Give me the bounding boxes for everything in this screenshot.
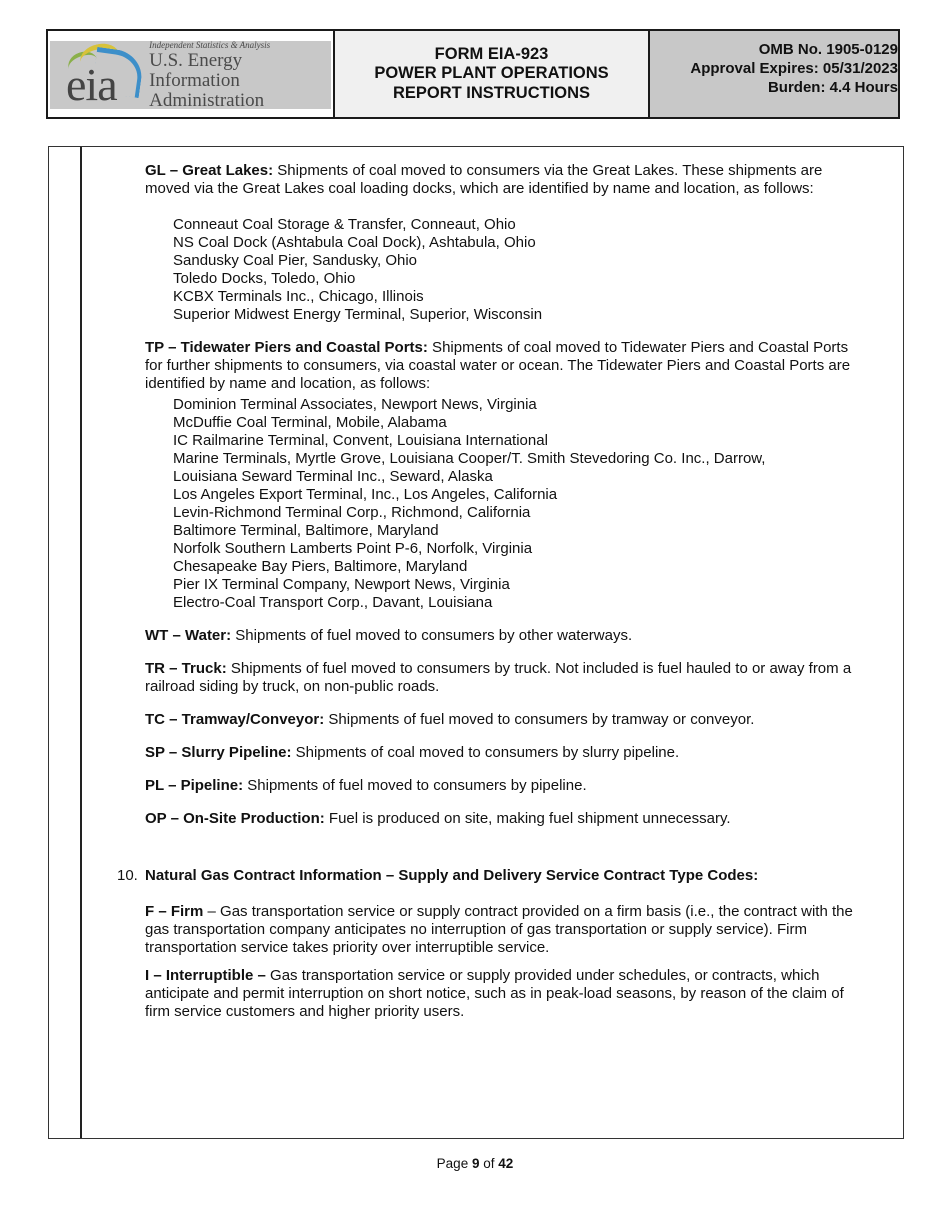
total-page-count: 42 (498, 1156, 514, 1171)
list-item: McDuffie Coal Terminal, Mobile, Alabama (173, 414, 447, 431)
definition-text: Shipments of fuel moved to consumers by truck. Not included is fuel hauled to or away from a railroad siding by truck, on non-public roads. (145, 660, 852, 695)
form-title-line: REPORT INSTRUCTIONS (392, 83, 591, 102)
tidewater-port-list (173, 396, 860, 612)
term-label: TR – Truck: (145, 660, 227, 677)
list-item: NS Coal Dock (Ashtabula Coal Dock), Ashtabula, Ohio (173, 234, 536, 251)
definition-text: Shipments of coal moved to consumers via the Great Lakes. These shipments are moved via the Great Lakes coal loading docks, which are identified by name and location, as follows: (145, 162, 823, 197)
list-item: Superior Midwest Energy Terminal, Superior, Wisconsin (173, 306, 543, 323)
firm-definition (145, 903, 860, 957)
definition-text: Shipments of fuel moved to consumers by pipeline. (243, 777, 587, 794)
definition-text: Fuel is produced on site, making fuel shipment unnecessary. (324, 810, 731, 827)
form-title (335, 31, 650, 117)
term-label: WT – Water: (145, 627, 232, 644)
definition-text: – Gas transportation service or supply contract provided on a firm basis (i.e., the contract with the gas transportation company anticipates no interruption of gas transportation or supply service). Firm transportation service takes priority over interruptible service. (145, 903, 853, 956)
page-footer (0, 1156, 950, 1171)
section-title: Natural Gas Contract Information – Supply and Delivery Service Contract Type Codes: (145, 867, 759, 884)
term-label: I – Interruptible – (145, 967, 266, 984)
definition-text: Shipments of coal moved to consumers by slurry pipeline. (291, 744, 680, 761)
form-header (46, 29, 900, 119)
water-definition (145, 627, 860, 645)
omb-number: OMB No. 1905-0129 (758, 41, 898, 58)
logo-cell (48, 31, 335, 117)
page-of-label: of (483, 1156, 495, 1171)
term-label: PL – Pipeline: (145, 777, 244, 794)
great-lakes-definition (145, 162, 860, 198)
form-title-line: POWER PLANT OPERATIONS (374, 64, 609, 83)
term-label: F – Firm (145, 903, 204, 920)
section-10-heading (117, 867, 860, 885)
list-item: Conneaut Coal Storage & Transfer, Conneaut, Ohio (173, 216, 516, 233)
page-label: Page (436, 1156, 469, 1171)
definition-text: Shipments of coal moved to Tidewater Piers and Coastal Ports for further shipments to consumers, via coastal water or ocean. The Tidewater Piers and Coastal Ports are identified by name and location, as follows: (145, 339, 851, 392)
list-item: Norfolk Southern Lamberts Point P-6, Norfolk, Virginia (173, 540, 533, 557)
onsite-production-definition (145, 810, 860, 828)
list-item: Pier IX Terminal Company, Newport News, Virginia (173, 576, 510, 593)
definition-text: Gas transportation service or supply provided under schedules, or contracts, which anticipate and permit interruption on short notice, such as in peak-load seasons, by reason of the claim of firm service customers and higher priority users. (145, 967, 844, 1020)
logo-tagline: Independent Statistics & Analysis (149, 40, 271, 50)
section-number: 10. (117, 867, 138, 884)
logo-abbr: eia (66, 59, 117, 110)
logo-name-line-2: Administration (149, 90, 265, 111)
eia-logo-mark (60, 42, 139, 108)
left-margin-rule (80, 147, 82, 1138)
term-label: SP – Slurry Pipeline: (145, 744, 292, 761)
list-item: Toledo Docks, Toledo, Ohio (173, 270, 356, 287)
list-item: Marine Terminals, Myrtle Grove, Louisiana Cooper/T. Smith Stevedoring Co. Inc., Darrow, (173, 450, 766, 467)
current-page-number: 9 (471, 1156, 480, 1171)
burden-hours: Burden: 4.4 Hours (767, 79, 898, 96)
definition-text: Shipments of fuel moved to consumers by other waterways. (231, 627, 633, 644)
truck-definition (145, 660, 860, 696)
list-item: Electro-Coal Transport Corp., Davant, Louisiana (173, 594, 493, 611)
form-title-line: FORM EIA-923 (434, 44, 549, 63)
approval-expires: Approval Expires: 05/31/2023 (690, 60, 898, 77)
list-item: Chesapeake Bay Piers, Baltimore, Maryland (173, 558, 468, 575)
slurry-pipeline-definition (145, 744, 860, 762)
logo-words (149, 39, 331, 111)
list-item: Dominion Terminal Associates, Newport News, Virginia (173, 396, 537, 413)
document-body (117, 162, 860, 1021)
great-lakes-dock-list (173, 216, 860, 324)
list-item: Sandusky Coal Pier, Sandusky, Ohio (173, 252, 418, 269)
term-label: TP – Tidewater Piers and Coastal Ports: (145, 339, 428, 356)
eia-logo (50, 41, 331, 109)
list-item: Louisiana Seward Terminal Inc., Seward, Alaska (173, 468, 493, 485)
list-item: KCBX Terminals Inc., Chicago, Illinois (173, 288, 424, 305)
omb-info (650, 31, 898, 117)
term-label: GL – Great Lakes: (145, 162, 274, 179)
tramway-definition (145, 711, 860, 729)
term-label: OP – On-Site Production: (145, 810, 325, 827)
definition-text: Shipments of fuel moved to consumers by tramway or conveyor. (324, 711, 755, 728)
term-label: TC – Tramway/Conveyor: (145, 711, 325, 728)
tidewater-definition (145, 339, 860, 393)
list-item: Baltimore Terminal, Baltimore, Maryland (173, 522, 439, 539)
logo-name-line-1: U.S. Energy Information (149, 50, 243, 91)
list-item: Los Angeles Export Terminal, Inc., Los Angeles, California (173, 486, 558, 503)
interruptible-definition (145, 967, 860, 1021)
list-item: Levin-Richmond Terminal Corp., Richmond, California (173, 504, 531, 521)
pipeline-definition (145, 777, 860, 795)
list-item: IC Railmarine Terminal, Convent, Louisiana International (173, 432, 548, 449)
